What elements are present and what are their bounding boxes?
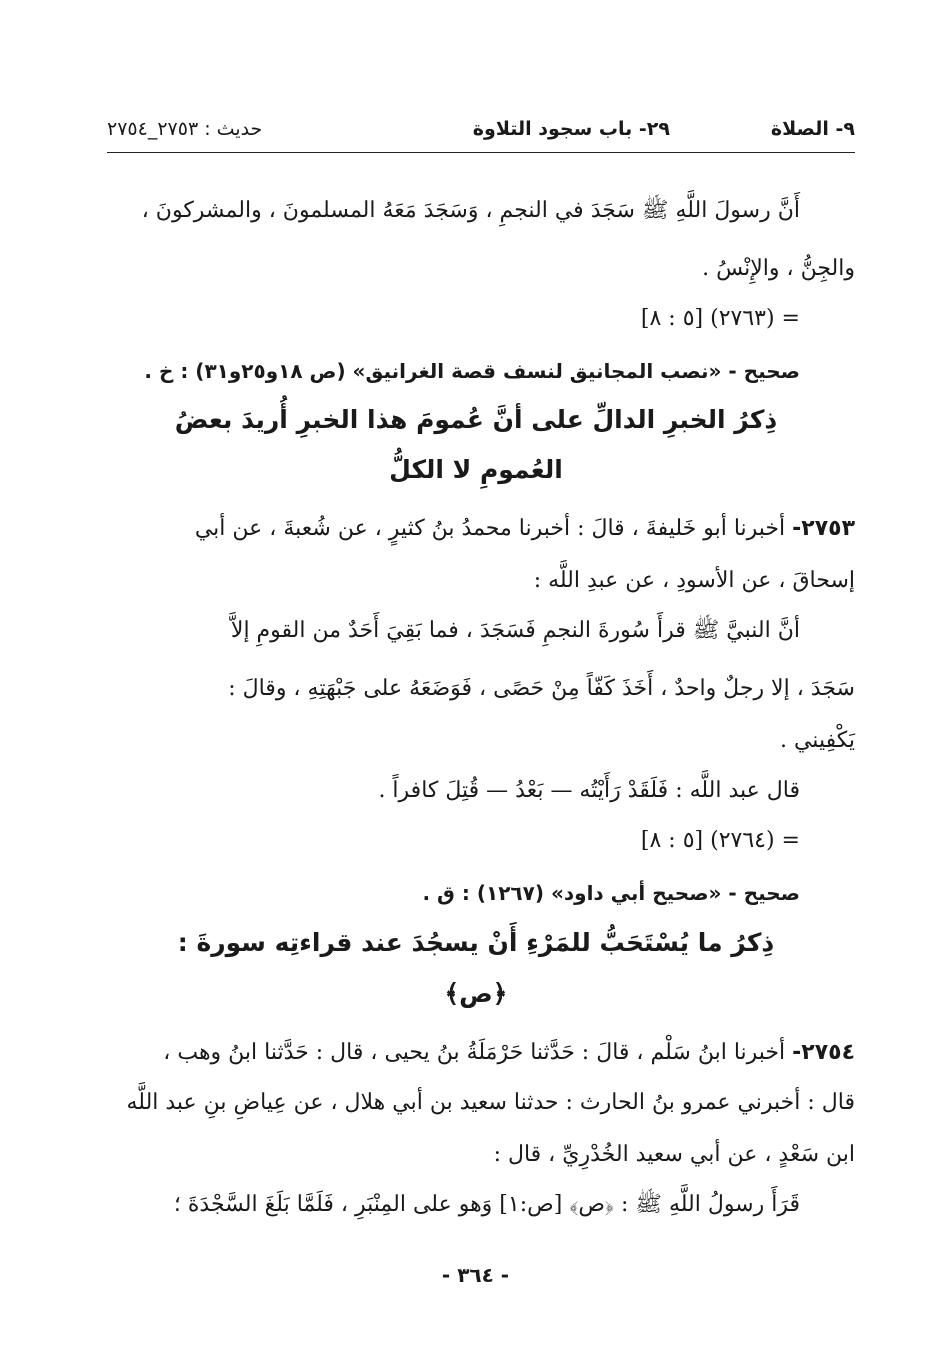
hadith-number: ٢٧٥٣-	[792, 516, 855, 541]
text-line: أنَّ النبيَّ ﷺ قرأَ سُورةَ النجمِ فَسَجَدَ ، فما بَقِيَ أَحَدٌ من القومِ إلاَّ	[230, 618, 800, 643]
chapter-heading: ذِكرُ ما يُسْتَحَبُّ للمَرْءِ أَنْ يسجُدَ عند قراءتِه سورةَ :	[177, 928, 775, 957]
hadith-range: حديث : ٢٧٥٣_٢٧٥٤	[107, 118, 263, 140]
hadith-number: ٢٧٥٤-	[792, 1040, 855, 1065]
hadith-text: أخبرنا ابنُ سَلْم ، قالَ : حَدَّثنا حَرْمَلَةُ بنُ يحيى ، قال : حَدَّثنا ابنُ وهب ،	[163, 1040, 786, 1065]
header-rule	[107, 152, 855, 153]
chapter-title: ٩- الصلاة	[770, 118, 855, 140]
text-line: إسحاقَ ، عن الأسودِ ، عن عبدِ اللَّه :	[533, 568, 855, 593]
text-line: سَجَدَ ، إلا رجلٌ واحدٌ ، أَخَذَ كَفّاً مِنْ حَصًى ، فَوَضَعَهُ على جَبْهَتِهِ ، وقالَ :	[228, 676, 855, 701]
text-line: قال : أخبرني عمرو بنُ الحارث : حدثنا سعيد بن أبي هلال ، عن عِياضِ بنِ عبد اللَّه	[126, 1090, 855, 1115]
grading-line: صحيح - «نصب المجانيق لنسف قصة الغرانيق» (ص ١٨و٢٥و٣١) : خ .	[144, 359, 800, 383]
hadith-text: أخبرنا أبو خَليفةَ ، قالَ : أخبرنا محمدُ بنُ كثيرٍ ، عن شُعبةَ ، عن أبي	[194, 516, 786, 541]
text-line: قَرَأَ رسولُ اللَّهِ ﷺ : ﴿ص﴾ [ص:١] وَهو على المِنْبَرِ ، فَلَمَّا بَلَغَ السَّجْدَةَ ؛	[173, 1192, 800, 1217]
text-line: ابن سَعْدٍ ، عن أبي سعيد الخُدْرِيِّ ، قال :	[493, 1142, 855, 1167]
page-number: - ٣٦٤ -	[441, 1263, 510, 1287]
text-line: والجِنُّ ، والإِنْسُ .	[702, 256, 855, 281]
running-header	[107, 112, 855, 152]
text-line: أَنَّ رسولَ اللَّهِ ﷺ سَجَدَ في النجمِ ، وَسَجَدَ مَعَهُ المسلمونَ ، والمشركونَ ،	[141, 198, 800, 223]
chapter-heading: ﴿ص﴾	[444, 979, 508, 1008]
reference-line: = (٢٧٦٣) [٥ : ٨]	[640, 306, 800, 331]
hadith-2753-line	[95, 514, 855, 544]
reference-line: = (٢٧٦٤) [٥ : ٨]	[640, 828, 800, 853]
chapter-heading: العُمومِ لا الكلُّ	[389, 455, 563, 484]
text-line: يَكْفِيني .	[779, 728, 855, 753]
chapter-heading: ذِكرُ الخبرِ الدالِّ على أنَّ عُمومَ هذا الخبرِ أُريدَ بعضُ	[174, 405, 778, 434]
section-title: ٢٩- باب سجود التلاوة	[472, 118, 670, 140]
hadith-2754-line	[95, 1038, 855, 1068]
grading-line: صحيح - «صحيح أبي داود» (١٢٦٧) : ق .	[422, 881, 800, 905]
text-line: قال عبد اللَّه : فَلَقَدْ رَأَيْتُه — بَعْدُ — قُتِلَ كافراً .	[378, 778, 800, 803]
